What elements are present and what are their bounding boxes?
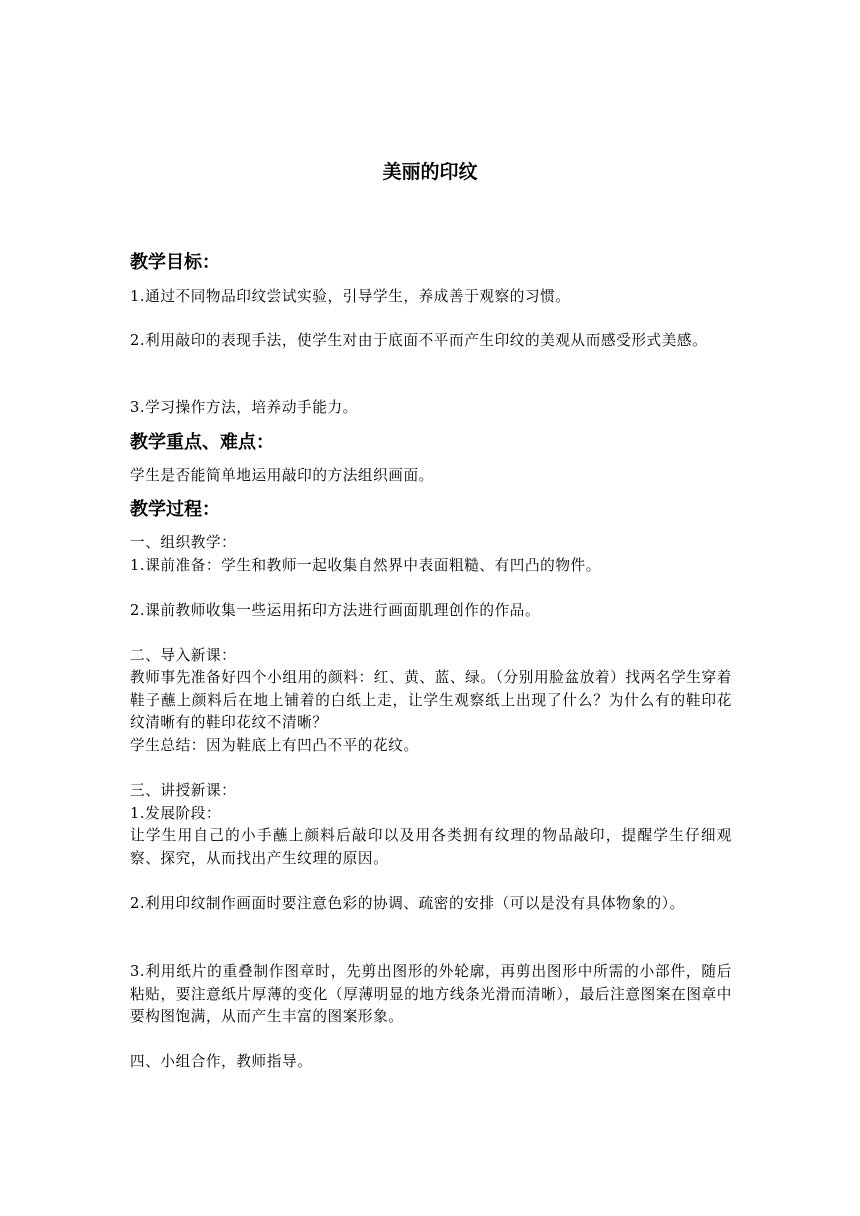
key-points-heading: 教学重点、难点： <box>130 432 274 453</box>
goal-item-1: 1.通过不同物品印纹尝试实验，引导学生，养成善于观察的习惯。 <box>130 288 571 305</box>
section-4-title: 四、小组合作，教师指导。 <box>130 1053 313 1070</box>
section-2-title: 二、导入新课： <box>130 647 237 664</box>
section-3-paragraph-3: 3.利用纸片的重叠制作图章时，先剪出图形的外轮廓，再剪出图形中所需的小部件，随后粘贴，要注意纸片厚薄的变化（厚薄明显的地方线条光滑而清晰），最后注意图案在图章中要构图饱满，从而产生丰富的图案形象。 <box>130 963 732 1026</box>
section-1-item-2: 2.课前教师收集一些运用拓印方法进行画面肌理创作的作品。 <box>130 602 541 619</box>
section-3-paragraph-1: 让学生用自己的小手蘸上颜料后敲印以及用各类拥有纹理的物品敲印，提醒学生仔细观察、探究，从而找出产生纹理的原因。 <box>130 827 732 867</box>
section-3-title: 三、讲授新课： <box>130 782 237 799</box>
section-1-item-1: 1.课前准备：学生和教师一起收集自然界中表面粗糙、有凹凸的物件。 <box>130 557 601 574</box>
section-3-subtitle: 1.发展阶段： <box>130 805 222 822</box>
section-1-title: 一、组织教学： <box>130 534 237 551</box>
goals-heading: 教学目标： <box>130 252 220 273</box>
goal-item-3: 3.学习操作方法，培养动手能力。 <box>130 399 358 416</box>
section-2-paragraph-2: 学生总结：因为鞋底上有凹凸不平的花纹。 <box>130 737 419 754</box>
section-3-paragraph-2: 2.利用印纹制作画面时要注意色彩的协调、疏密的安排（可以是没有具体物象的）。 <box>130 895 685 912</box>
key-points-text: 学生是否能简单地运用敲印的方法组织画面。 <box>130 467 434 484</box>
goal-item-2: 2.利用敲印的表现手法，使学生对由于底面不平而产生印纹的美观从而感受形式美感。 <box>130 332 708 349</box>
section-2-paragraph-1: 教师事先准备好四个小组用的颜料：红、黄、蓝、绿。（分别用脸盆放着）找两名学生穿着鞋子蘸上颜料后在地上铺着的白纸上走，让学生观察纸上出现了什么？为什么有的鞋印花纹清晰有的鞋印花纹不清晰？ <box>130 669 732 732</box>
process-heading: 教学过程： <box>130 499 220 520</box>
document-title: 美丽的印纹 <box>382 161 478 183</box>
